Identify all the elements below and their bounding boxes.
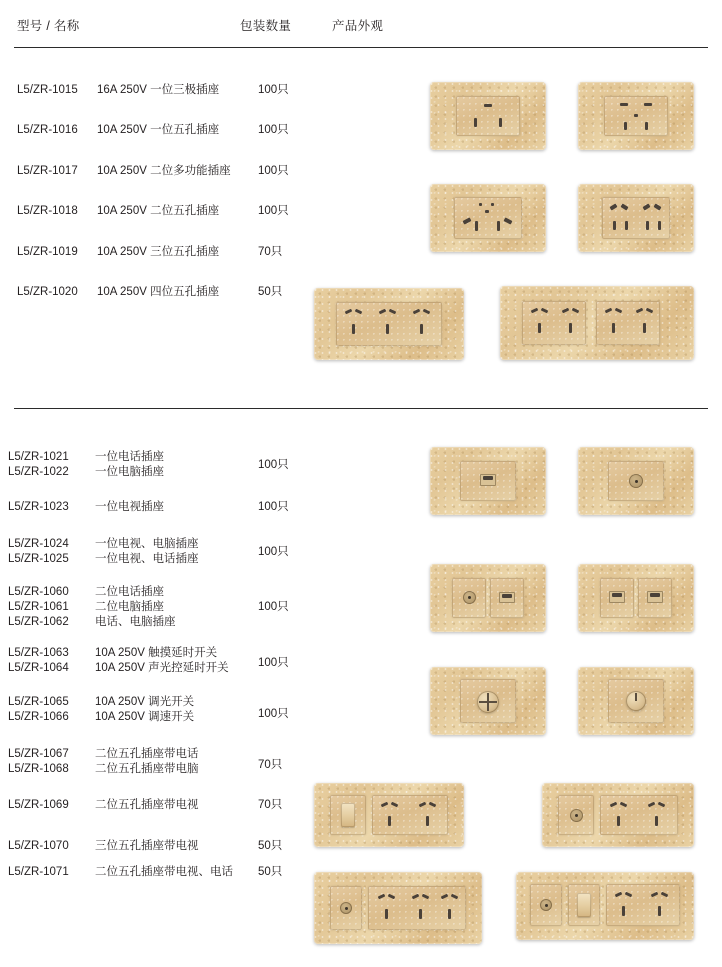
socket-pin — [419, 802, 427, 808]
socket-face — [490, 578, 524, 618]
socket-pin — [388, 894, 396, 900]
socket-pin — [658, 802, 666, 808]
socket-pin — [352, 324, 355, 334]
cell-name: 一位电脑插座 — [95, 466, 164, 478]
cell-name: 16A 250V 一位三极插座 — [97, 84, 220, 96]
cell-quantity: 50只 — [258, 840, 283, 852]
cell-quantity: 50只 — [258, 866, 283, 878]
cell-name: 二位五孔插座带电视 — [95, 799, 199, 811]
socket-pin — [475, 221, 478, 231]
socket-pin — [451, 894, 459, 900]
column-header-quantity: 包装数量 — [240, 19, 292, 33]
cell-name: 二位五孔插座带电视、电话 — [95, 866, 233, 878]
product-image-1063-1064 — [430, 667, 546, 735]
socket-pin — [661, 892, 669, 898]
cell-name: 一位电视插座 — [95, 501, 164, 513]
socket-pin — [636, 308, 644, 314]
cell-model: L5/ZR-1019 — [17, 246, 78, 258]
socket-face — [596, 301, 660, 345]
socket-pin — [655, 816, 658, 826]
cell-model: L5/ZR-1061 — [8, 601, 69, 613]
socket-pin — [658, 906, 661, 916]
socket-pin — [617, 816, 620, 826]
socket-pin — [620, 802, 628, 808]
socket-pin — [463, 217, 472, 224]
product-image-1067-1068 — [314, 783, 464, 847]
product-image-1060-1062 — [430, 564, 546, 632]
socket-pin — [484, 104, 492, 107]
socket-face — [602, 197, 670, 239]
socket-pin — [644, 103, 652, 106]
socket-pin — [504, 217, 513, 224]
socket-pin — [645, 122, 648, 130]
socket-pin — [419, 909, 422, 919]
cell-model: L5/ZR-1068 — [8, 763, 69, 775]
socket-pin — [474, 118, 477, 127]
rj-jack-icon — [609, 591, 625, 603]
socket-pin — [499, 118, 502, 127]
cell-model: L5/ZR-1025 — [8, 553, 69, 565]
rj-jack-icon — [480, 474, 496, 486]
rj-jack-icon — [499, 592, 515, 603]
cell-model: L5/ZR-1067 — [8, 748, 69, 760]
socket-pin — [562, 308, 570, 314]
cell-model: L5/ZR-1017 — [17, 165, 78, 177]
product-image-1016 — [578, 82, 694, 150]
socket-face — [454, 197, 522, 239]
socket-face — [558, 795, 594, 835]
product-image-1071 — [516, 872, 694, 940]
socket-face — [336, 302, 442, 346]
socket-pin — [653, 203, 661, 210]
socket-pin — [391, 802, 399, 808]
coax-jack-icon — [570, 809, 583, 822]
socket-pin — [651, 892, 659, 898]
socket-face — [608, 679, 664, 723]
header-divider — [14, 47, 708, 48]
product-image-1015 — [430, 82, 546, 150]
product-image-1019 — [314, 288, 464, 360]
cell-model: L5/ZR-1070 — [8, 840, 69, 852]
cell-name: 电话、电脑插座 — [95, 616, 176, 628]
cell-quantity: 100只 — [258, 205, 289, 217]
cell-name: 二位五孔插座带电脑 — [95, 763, 199, 775]
rj-jack-icon — [647, 591, 663, 603]
cell-model: L5/ZR-1016 — [17, 124, 78, 136]
socket-pin — [569, 323, 572, 333]
coax-jack-icon — [629, 474, 643, 488]
socket-pin — [624, 122, 627, 130]
socket-face — [522, 301, 586, 345]
cell-quantity: 100只 — [258, 708, 289, 720]
socket-pin — [378, 894, 386, 900]
knob-mark — [635, 693, 637, 701]
socket-face — [530, 884, 562, 926]
socket-face — [638, 578, 672, 618]
socket-pin — [622, 906, 625, 916]
cell-quantity: 100只 — [258, 546, 289, 558]
socket-pin — [429, 802, 437, 808]
socket-pin — [345, 309, 353, 315]
socket-face — [460, 461, 516, 501]
socket-face — [460, 679, 516, 723]
cell-model: L5/ZR-1023 — [8, 501, 69, 513]
socket-pin — [620, 103, 628, 106]
coax-jack-icon — [540, 899, 552, 911]
cell-quantity: 70只 — [258, 759, 283, 771]
cell-model: L5/ZR-1065 — [8, 696, 69, 708]
socket-pin — [612, 323, 615, 333]
cell-model: L5/ZR-1024 — [8, 538, 69, 550]
cell-name: 10A 250V 调速开关 — [95, 711, 195, 723]
cell-model: L5/ZR-1022 — [8, 466, 69, 478]
socket-pin — [646, 308, 654, 314]
socket-pin — [615, 892, 623, 898]
socket-face — [606, 884, 680, 926]
table-header — [0, 16, 722, 46]
socket-pin — [642, 203, 650, 210]
cell-quantity: 50只 — [258, 286, 283, 298]
dimmer-knob-icon — [626, 691, 646, 711]
cell-model: L5/ZR-1062 — [8, 616, 69, 628]
cell-name: 一位电视、电话插座 — [95, 553, 199, 565]
socket-pin — [625, 892, 633, 898]
socket-pin — [625, 221, 628, 230]
socket-pin — [385, 909, 388, 919]
socket-pin — [497, 221, 500, 231]
cell-model: L5/ZR-1064 — [8, 662, 69, 674]
rocker-switch[interactable] — [577, 893, 591, 917]
cell-quantity: 100只 — [258, 501, 289, 513]
socket-pin — [620, 203, 628, 210]
cell-name: 10A 250V 四位五孔插座 — [97, 286, 220, 298]
socket-pin — [420, 324, 423, 334]
socket-pin — [491, 203, 494, 206]
socket-pin — [386, 324, 389, 334]
socket-pin — [413, 309, 421, 315]
socket-pin — [531, 308, 539, 314]
socket-face — [372, 795, 448, 835]
cell-name: 10A 250V 二位五孔插座 — [97, 205, 220, 217]
socket-pin — [643, 323, 646, 333]
socket-pin — [355, 309, 363, 315]
socket-face — [330, 886, 362, 930]
socket-pin — [441, 894, 449, 900]
section-divider — [14, 408, 708, 409]
cell-name: 10A 250V 触摸延时开关 — [95, 647, 218, 659]
cell-name: 一位电话插座 — [95, 451, 164, 463]
product-image-1020 — [500, 286, 694, 360]
product-image-1018 — [430, 184, 546, 252]
socket-pin — [605, 308, 613, 314]
cell-model: L5/ZR-1015 — [17, 84, 78, 96]
cell-quantity: 100只 — [258, 124, 289, 136]
socket-pin — [615, 308, 623, 314]
socket-pin — [648, 802, 656, 808]
socket-pin — [412, 894, 420, 900]
product-image-1023 — [578, 447, 694, 515]
cell-name: 10A 250V 调光开关 — [95, 696, 195, 708]
cell-model: L5/ZR-1018 — [17, 205, 78, 217]
cell-quantity: 100只 — [258, 459, 289, 471]
socket-pin — [448, 909, 451, 919]
socket-pin — [479, 203, 482, 206]
socket-face — [456, 96, 520, 136]
socket-face — [368, 886, 466, 930]
cell-model: L5/ZR-1060 — [8, 586, 69, 598]
cell-name: 一位电视、电脑插座 — [95, 538, 199, 550]
socket-pin — [658, 221, 661, 230]
cell-model: L5/ZR-1063 — [8, 647, 69, 659]
coax-jack-icon — [463, 591, 476, 604]
product-image-1065-1066 — [578, 667, 694, 735]
socket-face — [600, 795, 678, 835]
rocker-switch[interactable] — [341, 803, 355, 827]
socket-pin — [613, 221, 616, 230]
socket-face — [568, 884, 600, 926]
cell-name: 10A 250V 声光控延时开关 — [95, 662, 229, 674]
product-image-1061 — [578, 564, 694, 632]
cell-model: L5/ZR-1066 — [8, 711, 69, 723]
socket-pin — [422, 894, 430, 900]
cell-name: 10A 250V 一位五孔插座 — [97, 124, 220, 136]
socket-pin — [610, 802, 618, 808]
socket-pin — [423, 309, 431, 315]
cell-model: L5/ZR-1020 — [17, 286, 78, 298]
socket-pin — [646, 221, 649, 230]
cell-model: L5/ZR-1069 — [8, 799, 69, 811]
product-image-1017 — [578, 184, 694, 252]
product-image-1069 — [542, 783, 694, 847]
socket-face — [452, 578, 486, 618]
cell-model: L5/ZR-1071 — [8, 866, 69, 878]
socket-face — [330, 795, 366, 835]
cell-quantity: 70只 — [258, 799, 283, 811]
column-header-model: 型号 / 名称 — [17, 19, 80, 33]
socket-face — [604, 96, 668, 136]
knob-mark — [479, 701, 497, 703]
cell-name: 10A 250V 三位五孔插座 — [97, 246, 220, 258]
socket-pin — [388, 816, 391, 826]
socket-pin — [541, 308, 549, 314]
cell-quantity: 100只 — [258, 84, 289, 96]
product-image-1070 — [314, 872, 482, 944]
socket-pin — [538, 323, 541, 333]
cell-model: L5/ZR-1021 — [8, 451, 69, 463]
cell-quantity: 100只 — [258, 601, 289, 613]
socket-face — [608, 461, 664, 501]
sensor-knob-icon — [477, 691, 499, 713]
socket-pin — [426, 816, 429, 826]
column-header-appearance: 产品外观 — [332, 19, 384, 33]
socket-pin — [381, 802, 389, 808]
cell-name: 10A 250V 二位多功能插座 — [97, 165, 231, 177]
cell-name: 二位电脑插座 — [95, 601, 164, 613]
cell-quantity: 70只 — [258, 246, 283, 258]
socket-pin — [379, 309, 387, 315]
cell-quantity: 100只 — [258, 657, 289, 669]
cell-name: 二位五孔插座带电话 — [95, 748, 199, 760]
cell-quantity: 100只 — [258, 165, 289, 177]
cell-name: 三位五孔插座带电视 — [95, 840, 199, 852]
socket-face — [600, 578, 634, 618]
cell-name: 二位电话插座 — [95, 586, 164, 598]
coax-jack-icon — [340, 902, 352, 914]
product-image-1021-1022 — [430, 447, 546, 515]
socket-pin — [572, 308, 580, 314]
socket-pin — [634, 114, 638, 117]
socket-pin — [609, 203, 617, 210]
socket-pin — [389, 309, 397, 315]
socket-pin — [485, 210, 489, 213]
